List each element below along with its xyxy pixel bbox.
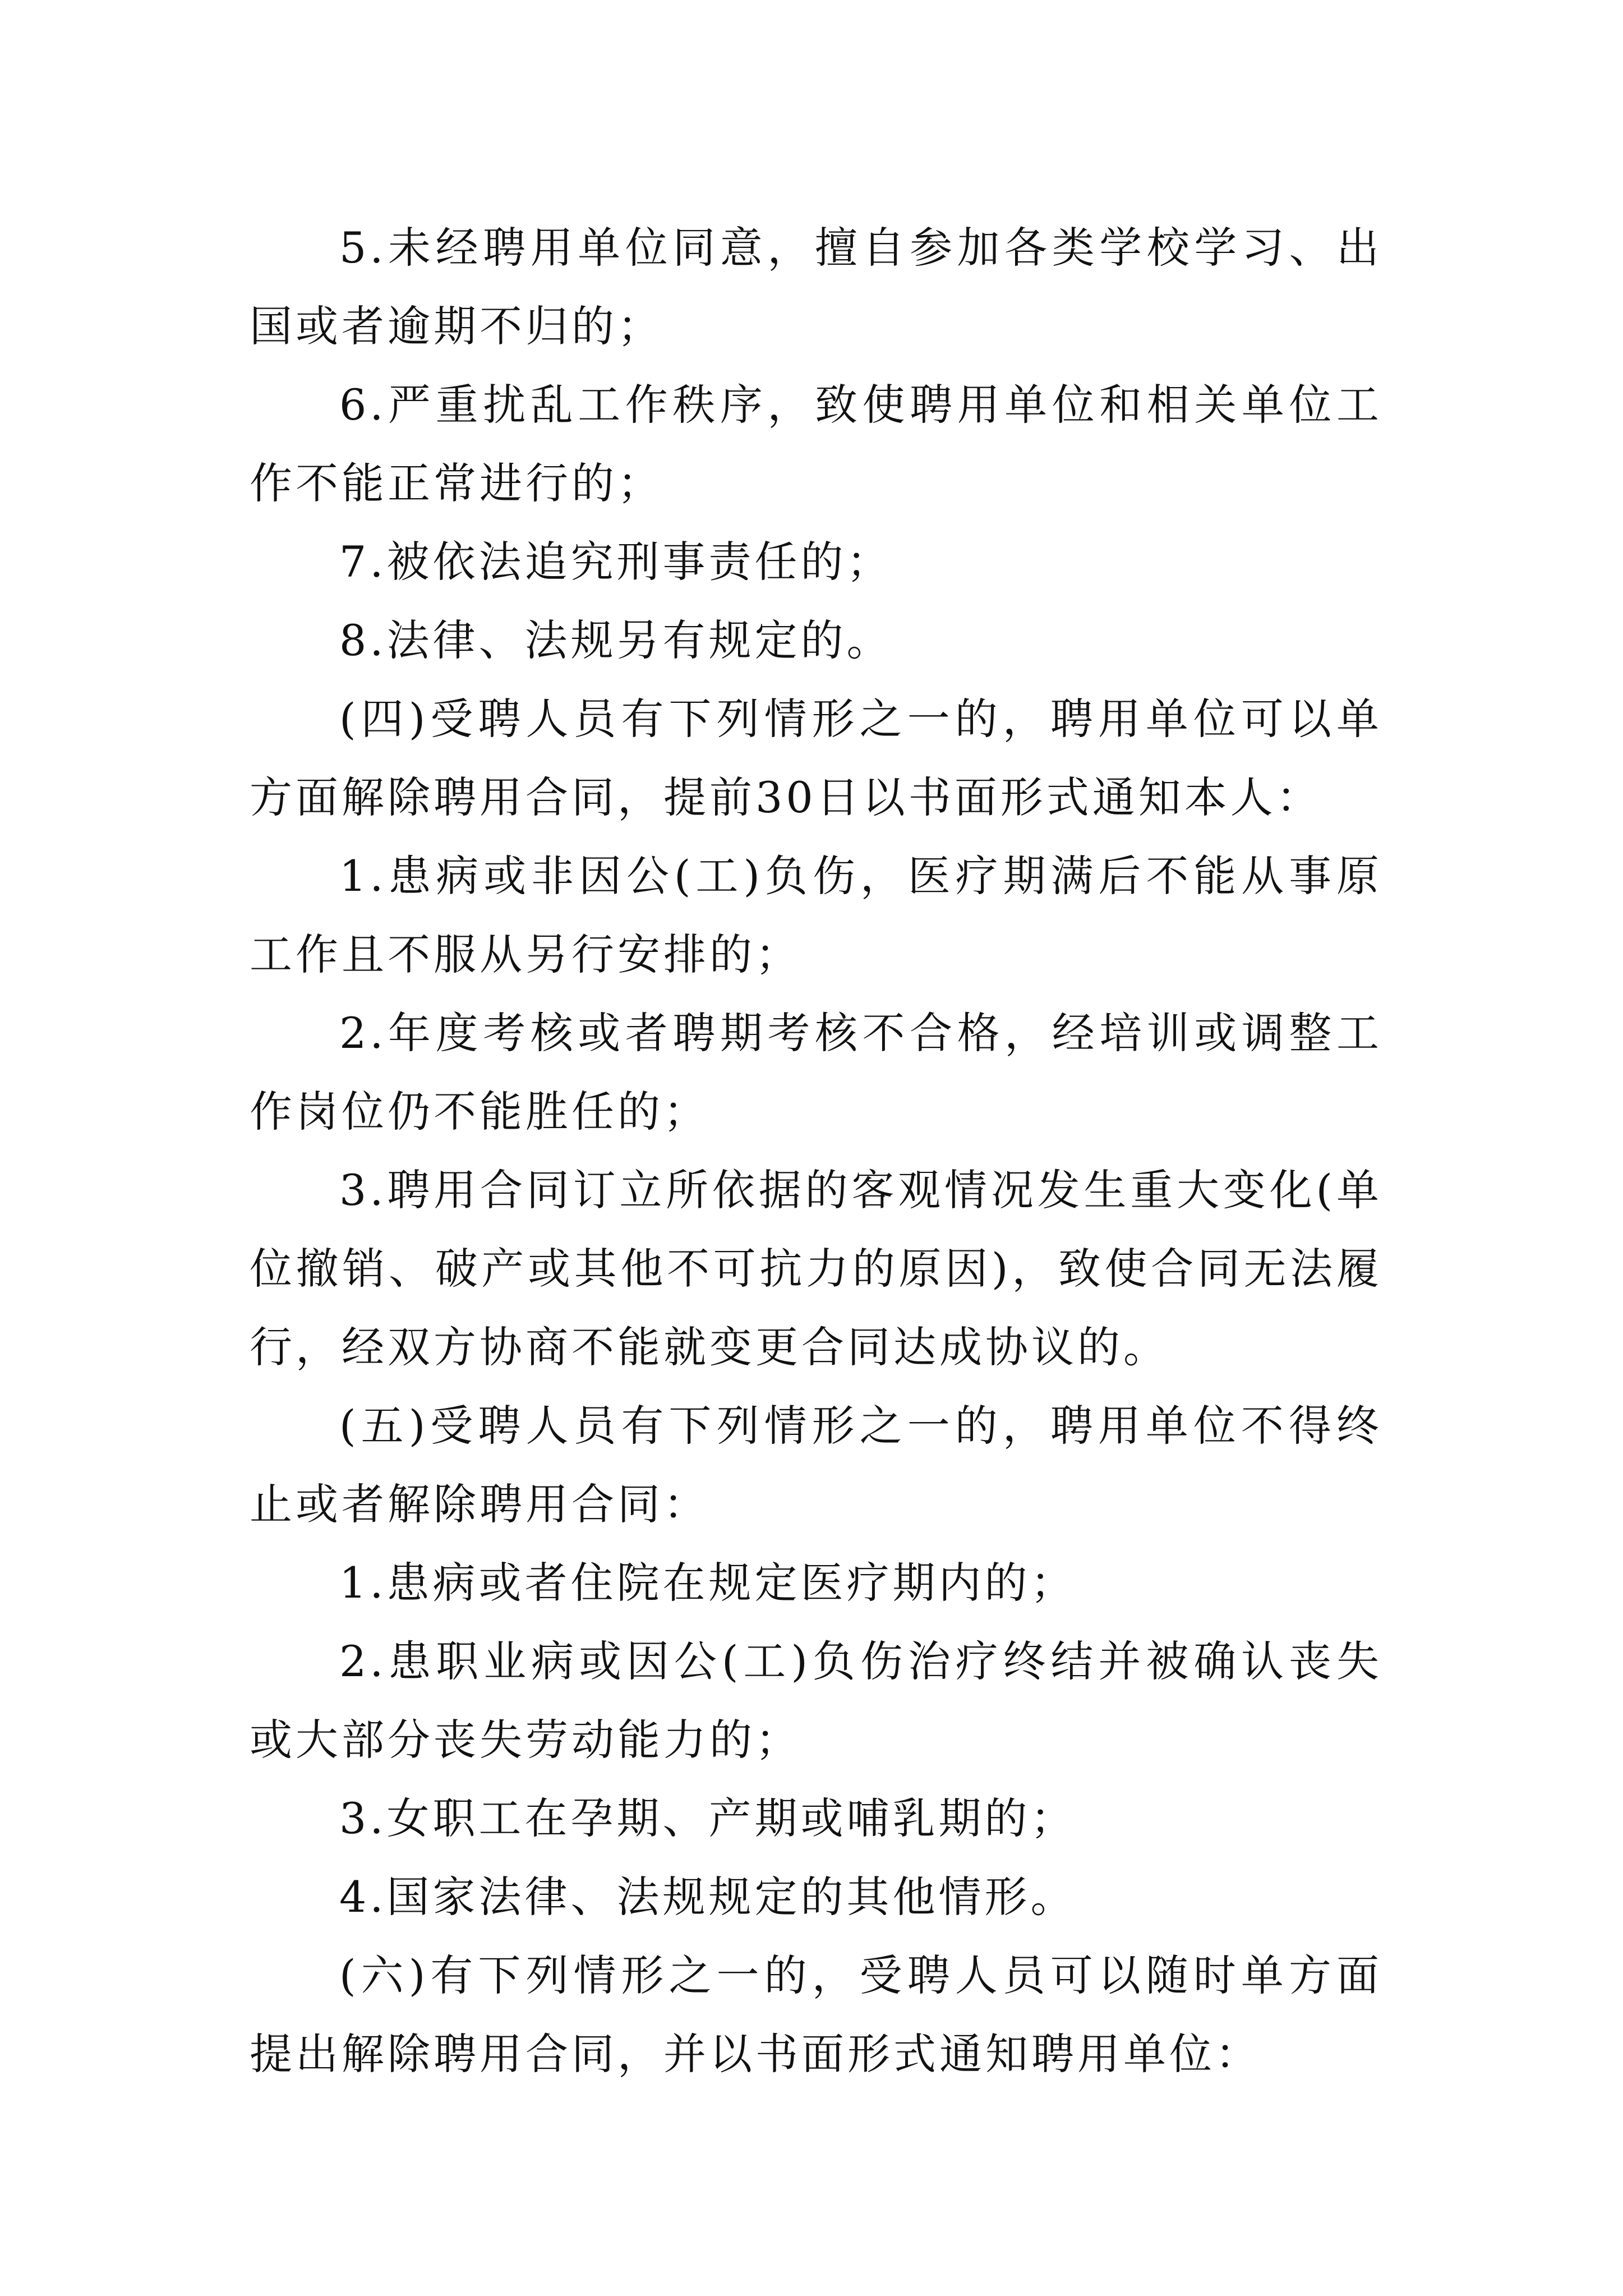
paragraph-clause-6: 6.严重扰乱工作秩序，致使聘用单位和相关单位工作不能正常进行的； — [250, 380, 1382, 508]
section-4-item-2: 2.年度考核或者聘期考核不合格，经培训或调整工作岗位仍不能胜任的； — [250, 1008, 1382, 1137]
paragraph-clause-8: 8.法律、法规另有规定的。 — [339, 615, 893, 665]
document-body — [250, 209, 1382, 2093]
section-6-heading: (六)有下列情形之一的，受聘人员可以随时单方面提出解除聘用合同，并以书面形式通知聘用单位： — [250, 1950, 1382, 2079]
section-5-item-1: 1.患病或者住院在规定医疗期内的； — [339, 1558, 1077, 1608]
paragraph-clause-5: 5.未经聘用单位同意，擅自参加各类学校学习、出国或者逾期不归的； — [250, 223, 1382, 351]
section-4-heading: (四)受聘人员有下列情形之一的，聘用单位可以单方面解除聘用合同，提前30日以书面形式通知本人： — [250, 694, 1382, 822]
section-4-item-1: 1.患病或非因公(工)负伤，医疗期满后不能从事原工作且不服从另行安排的； — [250, 851, 1382, 979]
section-5-item-4: 4.国家法律、法规规定的其他情形。 — [339, 1872, 1077, 1922]
section-5-item-2: 2.患职业病或因公(工)负伤治疗终结并被确认丧失或大部分丧失劳动能力的； — [250, 1636, 1382, 1765]
section-5-heading: (五)受聘人员有下列情形之一的，聘用单位不得终止或者解除聘用合同： — [250, 1401, 1382, 1529]
paragraph-clause-7: 7.被依法追究刑事责任的； — [339, 537, 893, 587]
section-4-item-3: 3.聘用合同订立所依据的客观情况发生重大变化(单位撤销、破产或其他不可抗力的原因)，致使合同无法履行，经双方协商不能就变更合同达成协议的。 — [250, 1165, 1382, 1372]
section-5-item-3: 3.女职工在孕期、产期或哺乳期的； — [339, 1793, 1077, 1843]
